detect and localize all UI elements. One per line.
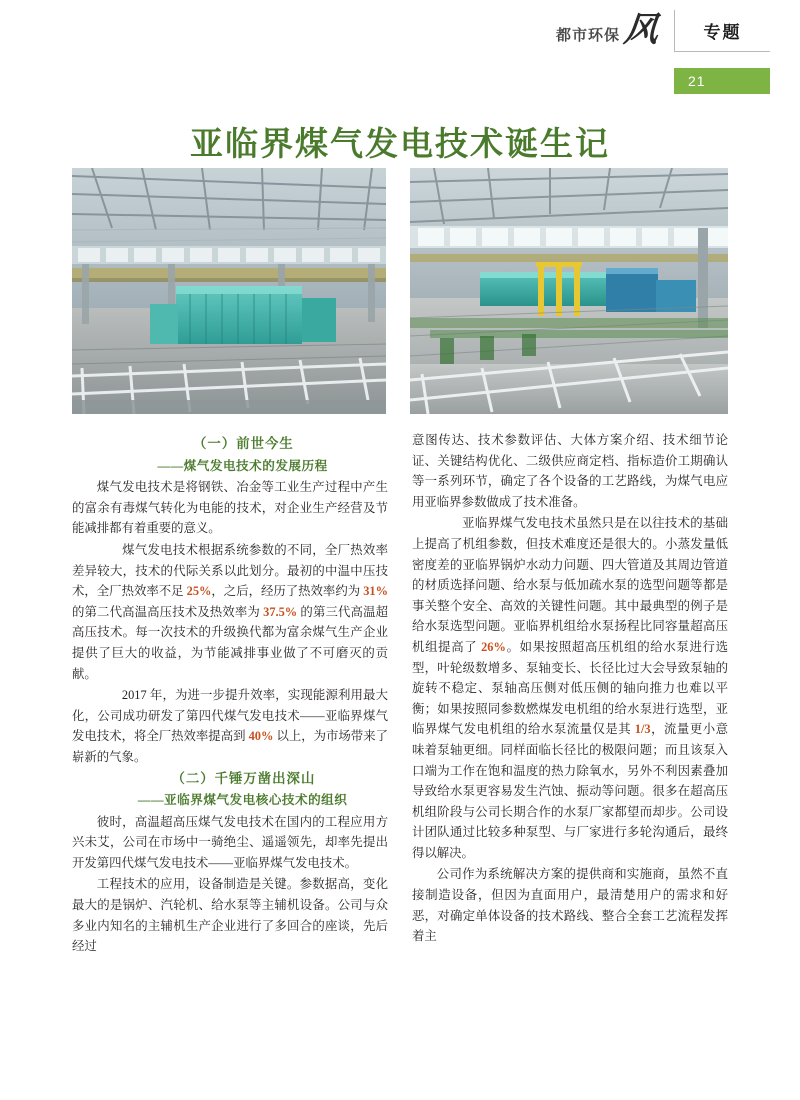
page-header xyxy=(0,0,800,100)
section-tab-label: 专题 xyxy=(703,23,742,42)
paragraph: 意图传达、技术参数评估、大体方案介绍、技术细节论证、关键结构优化、二级供应商定档、指标造价工期确认等一系列环节，确定了各个设备的工艺路线，为煤气电应用亚临界参数做成了技术准备。 xyxy=(412,433,728,509)
paragraph: 彼时，高温超高压煤气发电技术在国内的工程应用方兴未艾，公司在市场中一骑绝尘、遥遥领先，却率先提出开发第四代煤气发电技术——亚临界煤气发电技术。 xyxy=(72,814,388,870)
highlight-value: 37.5% xyxy=(263,604,298,619)
page-title: 亚临界煤气发电技术诞生记 xyxy=(190,127,610,163)
powerhouse-interior-photo xyxy=(72,168,386,414)
paragraph: 2017 年，为进一步提升效率，实现能源利用最大化，公司成功研发了第四代煤气发电技术——亚临界煤气发电技术，将全厂热效率提高到 40% 以上，为市场带来了崭新的气象。 xyxy=(72,688,388,764)
highlight-value: 1/3 xyxy=(634,722,651,737)
paragraph: 煤气发电技术根据系统参数的不同，全厂热效率差异较大，技术的代际关系以此划分。最初的中温中压技术，全厂热效率不足 25%，之后，经历了热效率约为 31% 的第二代高温高压技术及热效率为 37.5% 的第三代高温超高压技术。每一次技术的升级换代都为富余煤气生产企业提供了巨大的收益，为节能减排事业做了不可磨灭的贡献。 xyxy=(72,542,388,681)
masthead xyxy=(556,14,658,48)
right-column xyxy=(412,430,728,1060)
masthead-title: 都市环保 xyxy=(555,28,620,44)
powerhouse-interior-illustration xyxy=(72,168,386,414)
section-heading-1: （一）前世今生 xyxy=(193,436,294,451)
page-number-label: 21 xyxy=(688,73,706,89)
highlight-value: 31% xyxy=(363,584,388,599)
paragraph: 煤气发电技术是将钢铁、冶金等工业生产过程中产生的富余有毒煤气转化为电能的技术，对企业生产经营及节能减排都有着重要的意义。 xyxy=(72,480,388,536)
section-heading-2: （二）千锤万凿出深山 xyxy=(171,770,316,786)
turbine-hall-photo xyxy=(410,168,728,414)
turbine-hall-illustration xyxy=(410,168,728,414)
left-column xyxy=(72,430,388,1060)
article-body xyxy=(72,430,728,1060)
wind-logo-icon: 风 xyxy=(622,12,660,49)
paragraph: 公司作为系统解决方案的提供商和实施商，虽然不直接制造设备，但因为直面用户，最清楚用户的需求和好恶，对确定单体设备的技术路线、整合全套工艺流程发挥着主 xyxy=(412,867,728,944)
page-number-badge xyxy=(674,68,770,94)
paragraph: 亚临界煤气发电技术虽然只是在以往技术的基础上提高了机组参数，但技术难度还是很大的。小蒸发量低密度差的亚临界锅炉水动力问题、四大管道及其周边管道的材质选择问题、给水泵与低加疏水泵的选型问题等都是事关整个安全、高效的关键性问题。其中最典型的例子是给水泵选型问题。亚临界机组给水泵扬程比同容量超高压机组提高了 26%。如果按照超高压机组的给水泵进行选型，叶轮级数增多、泵轴变长、长径比过大会导致泵轴的旋转不稳定、泵轴高压侧对低压侧的轴向推力也难以平衡；如果按照同参数燃煤发电机组的给水泵进行选型，亚临界煤气发电机组的给水泵流量仅是其 1/3，流量更小意味着泵轴更细。同样面临长径比的极限问题；而且该泵入口端为工作在饱和温度的热力除氧水，另外不利因素叠加导致给水泵更容易发生汽蚀、振动等问题。很多在超高压机组阶段与公司长期合作的水泵厂家都望而却步。公司设计团队通过比较多种泵型、与厂家进行多轮沟通后，最终得以解决。 xyxy=(412,516,729,860)
section-subheading-1: ——煤气发电技术的发展历程 xyxy=(157,458,328,473)
highlight-value: 25% xyxy=(186,584,212,599)
highlight-value: 26% xyxy=(481,639,506,654)
paragraph: 工程技术的应用，设备制造是关键。参数据高，变化最大的是锅炉、汽轮机、给水泵等主辅机设备。公司与众多业内知名的主辅机生产企业进行了多回合的座谈，先后经过 xyxy=(72,877,388,954)
section-tab xyxy=(674,10,770,52)
highlight-value: 40% xyxy=(248,729,274,744)
section-subheading-2: ——亚临界煤气发电核心技术的组织 xyxy=(137,793,348,808)
